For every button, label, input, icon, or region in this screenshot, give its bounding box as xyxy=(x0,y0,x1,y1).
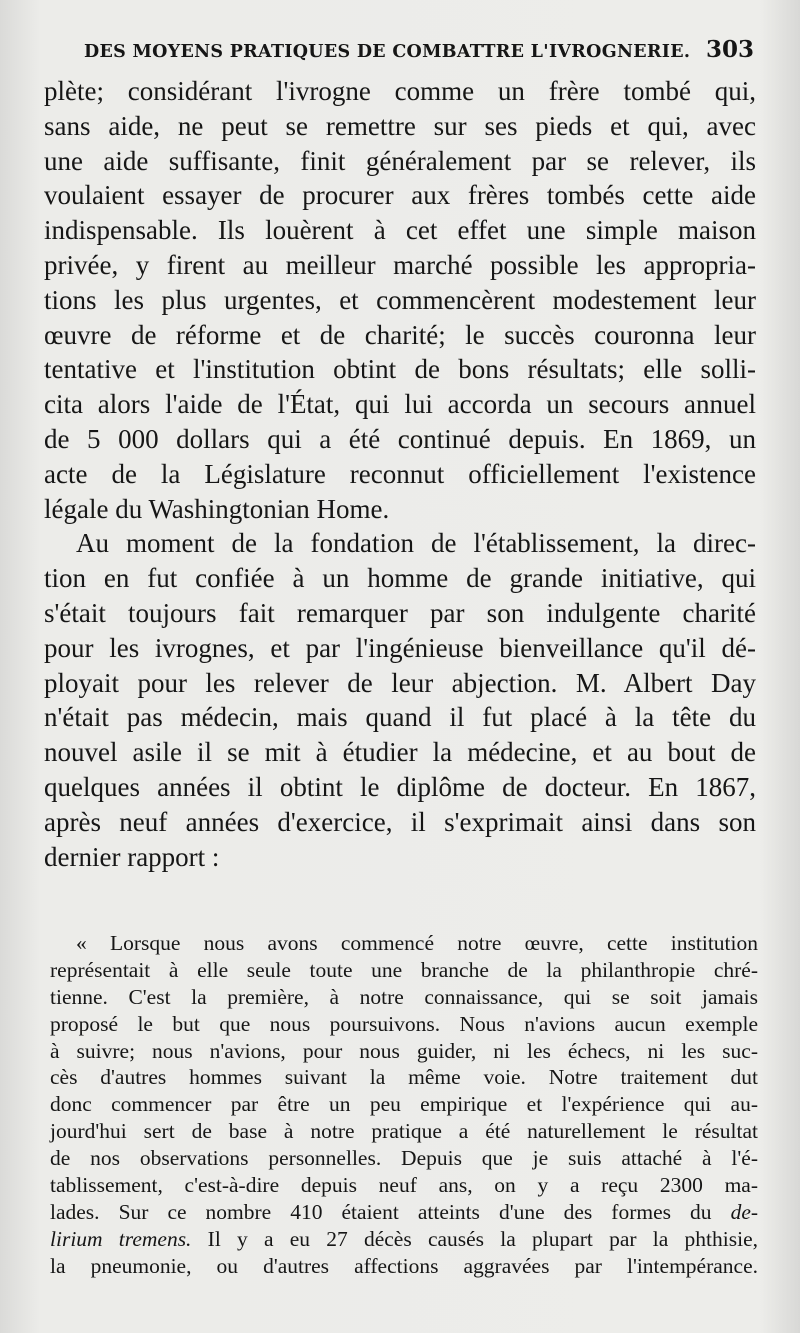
text-line: privée, y firent au meilleur marché possible les appropria- xyxy=(44,249,756,280)
quote-italic-text: lirium tremens. xyxy=(50,1226,192,1251)
quote-line xyxy=(50,1226,758,1253)
body-text xyxy=(44,74,756,874)
text-line: après neuf années d'exercice, il s'exprimait ainsi dans son xyxy=(44,806,756,837)
quote-line-text: Il y a eu 27 décès causés la plupart par la phthisie, xyxy=(191,1226,758,1251)
quote-line: la pneumonie, ou d'autres affections aggravées par l'intempérance. xyxy=(50,1253,758,1278)
quote-line: tienne. C'est la première, à notre connaissance, qui se soit jamais xyxy=(50,984,758,1009)
text-line: Au moment de la fondation de l'établissement, la direc- xyxy=(76,528,756,559)
quote-line: jourd'hui sert de base à notre pratique a été naturellement le résultat xyxy=(50,1119,758,1144)
quote-line: de nos observations personnelles. Depuis que je suis attaché à l'é- xyxy=(50,1146,758,1171)
text-line: ployait pour les relever de leur abjection. M. Albert Day xyxy=(44,667,756,698)
text-line: cita alors l'aide de l'État, qui lui accorda un secours annuel xyxy=(44,389,756,420)
quote-line: proposé le but que nous poursuivons. Nous n'avions aucun exemple xyxy=(50,1011,758,1036)
text-line: plète; considérant l'ivrogne comme un frère tombé qui, xyxy=(44,76,756,106)
quote-line: cès d'autres hommes suivant la même voie. Notre traitement dut xyxy=(50,1065,758,1090)
quote-line: tablissement, c'est-à-dire depuis neuf ans, on y a reçu 2300 ma- xyxy=(50,1173,758,1198)
text-line: œuvre de réforme et de charité; le succès couronna leur xyxy=(44,319,756,350)
text-line: acte de la Législature reconnut officiellement l'existence xyxy=(44,458,756,489)
quote-line: « Lorsque nous avons commencé notre œuvre, cette institution xyxy=(76,931,758,955)
page-number: 303 xyxy=(705,36,754,63)
quote-line: donc commencer par être un peu empirique et l'expérience qui au- xyxy=(50,1092,758,1117)
text-line: voulaient essayer de procurer aux frères tombés cette aide xyxy=(44,180,756,211)
quote-italic-text: de- xyxy=(730,1199,759,1224)
quote-line: à suivre; nous n'avions, pour nous guider, ni les échecs, ni les suc- xyxy=(50,1038,758,1063)
text-line: pour les ivrognes, et par l'ingénieuse bienveillance qu'il dé- xyxy=(44,632,756,663)
quote-line: représentait à elle seule toute une branche de la philanthropie chré- xyxy=(50,957,758,982)
text-line: tion en fut confiée à un homme de grande initiative, qui xyxy=(44,563,756,594)
text-line: quelques années il obtint le diplôme de docteur. En 1867, xyxy=(44,771,756,802)
text-line: tions les plus urgentes, et commencèrent modestement leur xyxy=(44,284,756,315)
text-line: sans aide, ne peut se remettre sur ses pieds et qui, avec xyxy=(44,110,756,141)
text-line: de 5 000 dollars qui a été continué depuis. En 1869, un xyxy=(44,423,756,454)
text-line: une aide suffisante, finit généralement par se relever, ils xyxy=(44,145,756,176)
running-title: DES MOYENS PRATIQUES DE COMBATTRE L'IVROGNERIE. xyxy=(84,42,691,62)
quoted-report xyxy=(50,930,758,1280)
text-line: nouvel asile il se mit à étudier la médecine, et au bout de xyxy=(44,737,756,768)
text-line: n'était pas médecin, mais quand il fut placé à la tête du xyxy=(44,702,756,733)
quote-line-text: lades. Sur ce nombre 410 étaient atteints d'une des formes du xyxy=(50,1199,712,1224)
text-line: s'était toujours fait remarquer par son indulgente charité xyxy=(44,597,756,628)
text-line: indispensable. Ils louèrent à cet effet une simple maison xyxy=(44,215,756,246)
text-line: dernier rapport : xyxy=(44,841,220,872)
text-line: tentative et l'institution obtint de bons résultats; elle solli- xyxy=(44,354,756,385)
quote-line xyxy=(50,1199,758,1226)
text-line: légale du Washingtonian Home. xyxy=(44,493,390,524)
page-header xyxy=(84,36,754,72)
